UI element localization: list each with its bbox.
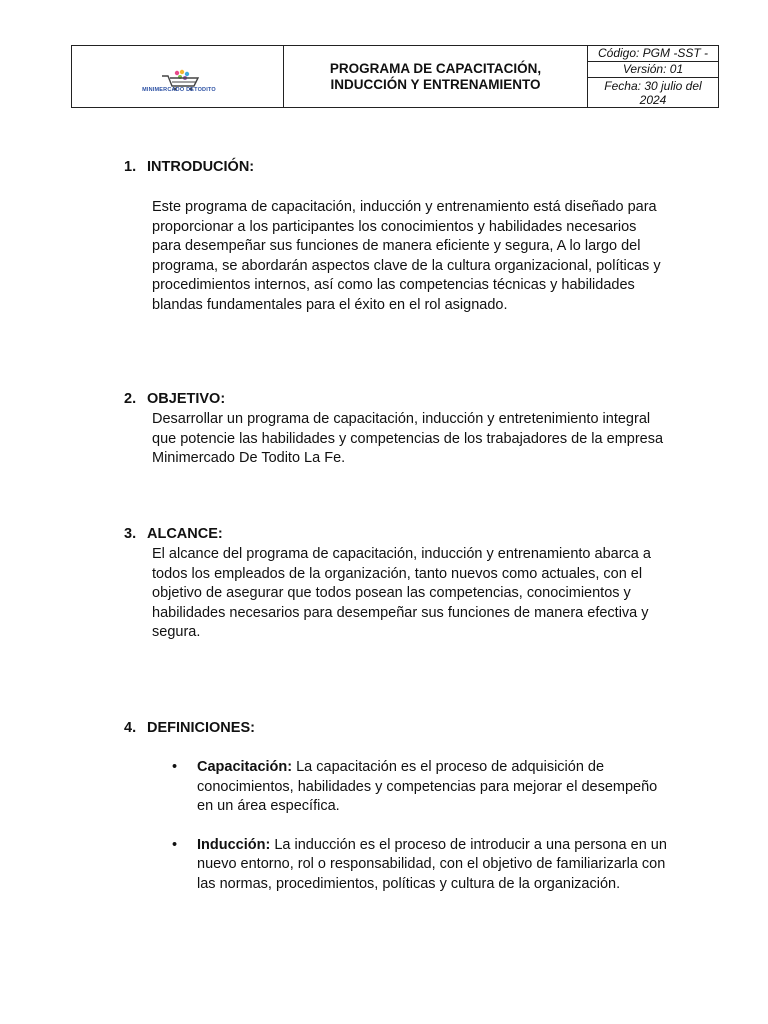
section-heading-alcance bbox=[124, 526, 223, 542]
section-text-alcance: El alcance del programa de capacitación, inducción y entrenamiento abarca a todos los empleados de la organización, tanto nuevos como actuales, con el objetivo de asegurar que todos posean las competencias, conocimientos y habilidades necesarios para desempeñar sus funciones de manera efectiva y segura. bbox=[152, 546, 651, 640]
section-text-objetivo: Desarrollar un programa de capacitación, inducción y entretenimiento integral que potencie las habilidades y competencias de los trabajadores de la empresa Minimercado De Todito La Fe. bbox=[152, 411, 664, 466]
document-version: Versión: 01 bbox=[588, 62, 718, 78]
list-item bbox=[172, 836, 667, 895]
bullet-icon: • bbox=[172, 836, 178, 853]
section-text-introduccion: Este programa de capacitación, inducción y entrenamiento está diseñado para proporcionar a los participantes los conocimientos y habilidades necesarios para desempeñar sus funciones de manera eficiente y segura, A lo largo del programa, se abordarán aspectos clave de la cultura organizacional, políticas y procedimientos internos, así como las competencias técnicas y habilidades blandas fundamentales para el éxito en el rol asignado. bbox=[152, 199, 661, 313]
definitions-list bbox=[172, 758, 667, 913]
definition-term: Inducción: bbox=[197, 836, 271, 853]
section-title: INTRODUCIÓN: bbox=[147, 159, 255, 175]
title-line-1: PROGRAMA DE CAPACITACIÓN, bbox=[329, 60, 542, 76]
document-header bbox=[71, 45, 719, 108]
section-heading-introduccion bbox=[124, 159, 254, 175]
document-title bbox=[284, 46, 588, 108]
section-number: 3. bbox=[124, 526, 137, 542]
definition-text: La capacitación es el proceso de adquisición de conocimientos, habilidades y competencias para mejorar el desempeño en un área específica. bbox=[197, 759, 658, 814]
section-number: 4. bbox=[124, 720, 137, 736]
bullet-icon: • bbox=[172, 759, 178, 775]
section-number: 1. bbox=[124, 159, 137, 175]
shopping-cart-logo-icon bbox=[124, 68, 234, 98]
section-number: 2. bbox=[124, 391, 137, 407]
document-code: Código: PGM -SST - bbox=[588, 46, 718, 62]
logo-cell bbox=[72, 46, 284, 108]
document-meta bbox=[588, 46, 719, 108]
list-item bbox=[172, 758, 667, 817]
logo-text: MINIMERCADO DETODITO bbox=[142, 87, 216, 93]
section-heading-definiciones bbox=[124, 720, 255, 736]
definition-text: La inducción es el proceso de introducir a una persona en un nuevo entorno, rol o responsabilidad, con el objetivo de familiarizarla con las normas, procedimientos, políticas y cultura de la organización. bbox=[197, 836, 667, 892]
section-title: DEFINICIONES: bbox=[147, 720, 255, 736]
section-heading-objetivo bbox=[124, 391, 225, 407]
title-line-2: INDUCCIÓN Y ENTRENAMIENTO bbox=[330, 76, 541, 92]
document-date: Fecha: 30 julio del 2024 bbox=[604, 78, 702, 107]
definition-term: Capacitación: bbox=[197, 759, 293, 775]
section-title: ALCANCE: bbox=[147, 526, 223, 542]
section-title: OBJETIVO: bbox=[147, 391, 226, 407]
